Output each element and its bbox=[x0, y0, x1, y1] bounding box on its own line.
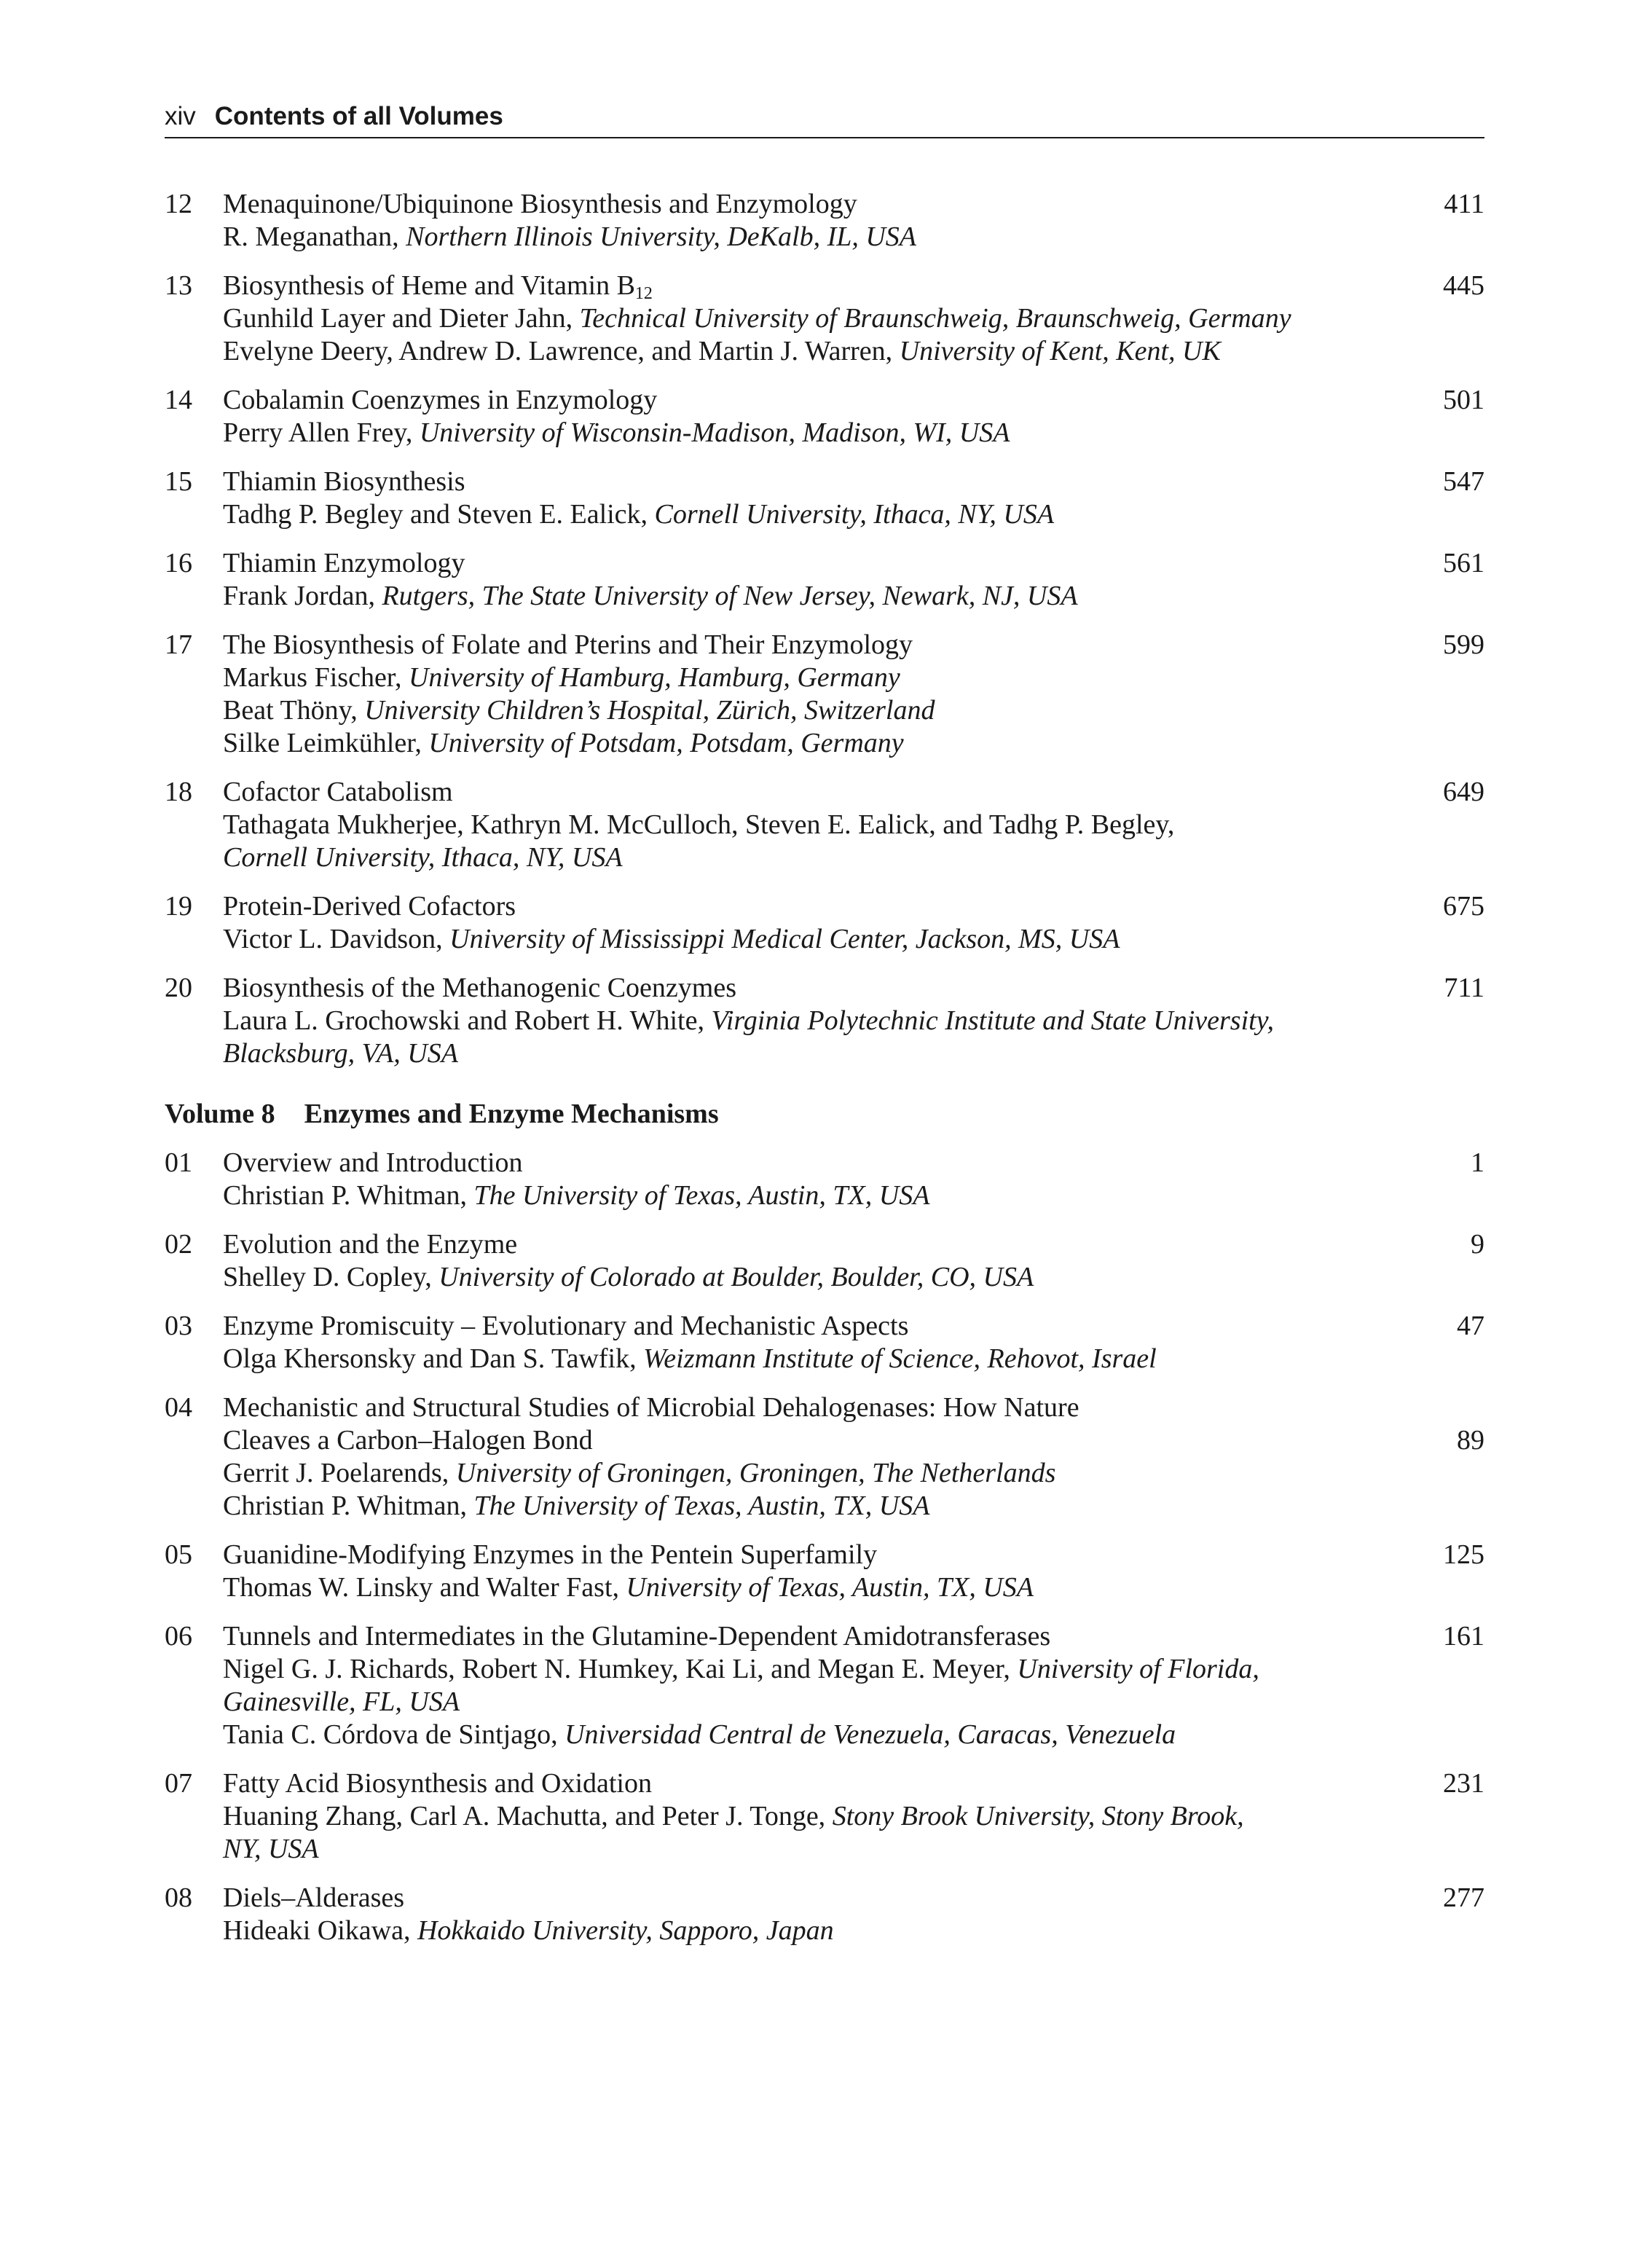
author-names: Silke Leimkühler, bbox=[223, 728, 429, 758]
affiliation: Northern Illinois University, DeKalb, IL, USA bbox=[406, 221, 917, 252]
page-number: xiv bbox=[165, 102, 196, 130]
author-line bbox=[223, 302, 1339, 335]
chapter-number: 13 bbox=[165, 270, 192, 301]
chapter-details bbox=[223, 270, 1368, 368]
chapter-details bbox=[223, 776, 1368, 874]
page-ref: 161 bbox=[1443, 1621, 1484, 1652]
toc-entry bbox=[165, 1228, 1484, 1294]
affiliation: The University of Texas, Austin, TX, USA bbox=[473, 1180, 930, 1211]
affiliation: NY, USA bbox=[223, 1834, 319, 1864]
affiliation: Blacksburg, VA, USA bbox=[223, 1038, 458, 1069]
toc-entry bbox=[165, 1310, 1484, 1375]
affiliation: University of Kent, Kent, UK bbox=[899, 336, 1221, 366]
author-names: Perry Allen Frey, bbox=[223, 417, 420, 448]
page-ref: 711 bbox=[1444, 973, 1484, 1003]
chapter-number: 17 bbox=[165, 629, 192, 660]
chapter-details bbox=[223, 972, 1368, 1070]
toc-entry bbox=[165, 1147, 1484, 1212]
chapter-title: Biosynthesis of the Methanogenic Coenzymes bbox=[223, 973, 736, 1003]
author-line bbox=[223, 335, 1339, 368]
chapter-details bbox=[223, 1539, 1368, 1604]
chapter-details bbox=[223, 1310, 1368, 1375]
author-names: Victor L. Davidson, bbox=[223, 924, 450, 954]
author-line bbox=[223, 694, 1339, 727]
chapter-number: 12 bbox=[165, 189, 192, 219]
author-names: Hideaki Oikawa, bbox=[223, 1915, 417, 1946]
author-names: Thomas W. Linsky and Walter Fast, bbox=[223, 1572, 626, 1603]
author-line bbox=[223, 923, 1339, 956]
affiliation: University of Florida, bbox=[1017, 1654, 1259, 1684]
author-names: Tania C. Córdova de Sintjago, bbox=[223, 1719, 565, 1750]
affiliation: University of Potsdam, Potsdam, Germany bbox=[428, 728, 904, 758]
author-names: Markus Fischer, bbox=[223, 662, 409, 693]
chapter-title: Enzyme Promiscuity – Evolutionary and Mechanistic Aspects bbox=[223, 1311, 909, 1341]
chapter-details bbox=[223, 890, 1368, 956]
author-names: Huaning Zhang, Carl A. Machutta, and Peter J. Tonge, bbox=[223, 1801, 833, 1831]
author-line bbox=[223, 1719, 1339, 1751]
author-names: Gerrit J. Poelarends, bbox=[223, 1458, 456, 1488]
chapter-details bbox=[223, 466, 1368, 531]
volume-8-entries bbox=[165, 1147, 1484, 1947]
chapter-details bbox=[223, 1147, 1368, 1212]
affiliation: Cornell University, Ithaca, NY, USA bbox=[223, 842, 623, 873]
chapter-details bbox=[223, 547, 1368, 613]
page-ref: 277 bbox=[1443, 1882, 1484, 1913]
chapter-number: 16 bbox=[165, 548, 192, 578]
chapter-number: 06 bbox=[165, 1621, 192, 1652]
chapter-number: 18 bbox=[165, 777, 192, 807]
toc-entry bbox=[165, 1539, 1484, 1604]
author-line bbox=[223, 580, 1339, 613]
chapter-title: Fatty Acid Biosynthesis and Oxidation bbox=[223, 1768, 652, 1799]
toc-entry bbox=[165, 270, 1484, 368]
author-names: Tathagata Mukherjee, Kathryn M. McCulloch, Steven E. Ealick, and Tadhg P. Begley, bbox=[223, 809, 1175, 840]
author-line bbox=[223, 1261, 1339, 1294]
chapter-number: 19 bbox=[165, 891, 192, 922]
page-ref: 501 bbox=[1443, 385, 1484, 415]
author-line bbox=[223, 727, 1339, 760]
author-names: Gunhild Layer and Dieter Jahn, bbox=[223, 303, 580, 334]
author-names: R. Meganathan, bbox=[223, 221, 406, 252]
author-names: Evelyne Deery, Andrew D. Lawrence, and Martin J. Warren, bbox=[223, 336, 900, 366]
page-ref: 649 bbox=[1443, 777, 1484, 807]
page-ref: 47 bbox=[1457, 1311, 1484, 1341]
author-line bbox=[223, 1037, 1339, 1070]
page-ref: 9 bbox=[1471, 1229, 1484, 1260]
page-ref: 547 bbox=[1443, 466, 1484, 497]
affiliation: Rutgers, The State University of New Jersey, Newark, NJ, USA bbox=[382, 581, 1078, 611]
author-names: Christian P. Whitman, bbox=[223, 1491, 474, 1521]
page-ref: 231 bbox=[1443, 1768, 1484, 1799]
affiliation: Cornell University, Ithaca, NY, USA bbox=[654, 499, 1055, 530]
toc-entry bbox=[165, 547, 1484, 613]
toc-entry bbox=[165, 188, 1484, 254]
author-line bbox=[223, 1457, 1339, 1490]
toc-entry bbox=[165, 776, 1484, 874]
author-line bbox=[223, 498, 1339, 531]
author-names: Nigel G. J. Richards, Robert N. Humkey, Kai Li, and Megan E. Meyer, bbox=[223, 1654, 1018, 1684]
author-line bbox=[223, 809, 1339, 841]
toc-entry bbox=[165, 466, 1484, 531]
author-line bbox=[223, 1343, 1339, 1375]
page-ref: 445 bbox=[1443, 270, 1484, 301]
page-ref: 561 bbox=[1443, 548, 1484, 578]
page-ref: 599 bbox=[1443, 629, 1484, 660]
volume-number: Volume 8 bbox=[165, 1099, 275, 1129]
chapter-title: Protein-Derived Cofactors bbox=[223, 891, 516, 922]
author-names: Frank Jordan, bbox=[223, 581, 382, 611]
toc-entry bbox=[165, 1767, 1484, 1866]
chapter-number: 14 bbox=[165, 385, 192, 415]
affiliation: University of Wisconsin-Madison, Madison, WI, USA bbox=[419, 417, 1010, 448]
chapter-number: 01 bbox=[165, 1147, 192, 1178]
page-ref: 675 bbox=[1443, 891, 1484, 922]
toc-entry bbox=[165, 384, 1484, 449]
chapter-number: 08 bbox=[165, 1882, 192, 1913]
chapter-title: Cobalamin Coenzymes in Enzymology bbox=[223, 385, 658, 415]
affiliation: The University of Texas, Austin, TX, USA bbox=[473, 1491, 930, 1521]
chapter-number: 02 bbox=[165, 1229, 192, 1260]
author-line bbox=[223, 1800, 1339, 1833]
chapter-title: Guanidine-Modifying Enzymes in the Pentein Superfamily bbox=[223, 1539, 878, 1570]
chapter-details bbox=[223, 1228, 1368, 1294]
affiliation: University of Mississippi Medical Center, Jackson, MS, USA bbox=[449, 924, 1120, 954]
author-line bbox=[223, 1179, 1339, 1212]
author-line bbox=[223, 221, 1339, 254]
page-ref: 1 bbox=[1471, 1147, 1484, 1178]
chapter-details bbox=[223, 188, 1368, 254]
volume-heading bbox=[165, 1098, 1484, 1131]
author-line bbox=[223, 1005, 1339, 1037]
affiliation: University Children’s Hospital, Zürich, Switzerland bbox=[364, 695, 935, 726]
chapter-number: 04 bbox=[165, 1392, 192, 1423]
affiliation: University of Groningen, Groningen, The Netherlands bbox=[455, 1458, 1056, 1488]
author-line bbox=[223, 661, 1339, 694]
author-names: Laura L. Grochowski and Robert H. White, bbox=[223, 1005, 712, 1036]
chapter-number: 20 bbox=[165, 973, 192, 1003]
volume-title: Enzymes and Enzyme Mechanisms bbox=[304, 1099, 719, 1129]
chapter-title: The Biosynthesis of Folate and Pterins and Their Enzymology bbox=[223, 629, 913, 660]
author-names: Christian P. Whitman, bbox=[223, 1180, 474, 1211]
toc-entry bbox=[165, 1882, 1484, 1947]
author-line bbox=[223, 1833, 1339, 1866]
affiliation: Technical University of Braunschweig, Braunschweig, Germany bbox=[579, 303, 1291, 334]
chapter-title: Diels–Alderases bbox=[223, 1882, 405, 1913]
chapter-number: 05 bbox=[165, 1539, 192, 1570]
affiliation: Weizmann Institute of Science, Rehovot, Israel bbox=[643, 1343, 1157, 1374]
author-line bbox=[223, 1571, 1339, 1604]
affiliation: Gainesville, FL, USA bbox=[223, 1686, 460, 1717]
author-names: Olga Khersonsky and Dan S. Tawfik, bbox=[223, 1343, 644, 1374]
table-of-contents bbox=[165, 188, 1484, 1963]
volume-7-entries bbox=[165, 188, 1484, 1070]
author-line bbox=[223, 1490, 1339, 1523]
chapter-details bbox=[223, 1391, 1368, 1523]
chapter-title: Biosynthesis of Heme and Vitamin $B_{12}$ bbox=[223, 270, 653, 303]
running-header bbox=[165, 101, 1484, 138]
chapter-number: 03 bbox=[165, 1311, 192, 1341]
page-ref: 89 bbox=[1457, 1425, 1484, 1456]
chapter-title: Cofactor Catabolism bbox=[223, 777, 453, 807]
author-line bbox=[223, 1686, 1339, 1719]
author-line bbox=[223, 417, 1339, 449]
toc-entry bbox=[165, 972, 1484, 1070]
chapter-title: Thiamin Biosynthesis bbox=[223, 466, 465, 497]
toc-entry bbox=[165, 1391, 1484, 1523]
chapter-title: Mechanistic and Structural Studies of Microbial Dehalogenases: How Nature bbox=[223, 1392, 1079, 1423]
chapter-title: Thiamin Enzymology bbox=[223, 548, 465, 578]
affiliation: Universidad Central de Venezuela, Caracas, Venezuela bbox=[565, 1719, 1176, 1750]
affiliation: Hokkaido University, Sapporo, Japan bbox=[417, 1915, 834, 1946]
chapter-title: Menaquinone/Ubiquinone Biosynthesis and Enzymology bbox=[223, 189, 857, 219]
chapter-details bbox=[223, 1882, 1368, 1947]
toc-entry bbox=[165, 1620, 1484, 1751]
toc-entry bbox=[165, 890, 1484, 956]
chapter-title: Cleaves a Carbon–Halogen Bond bbox=[223, 1425, 593, 1456]
chapter-number: 07 bbox=[165, 1768, 192, 1799]
author-names: Shelley D. Copley, bbox=[223, 1262, 439, 1292]
chapter-details bbox=[223, 1767, 1368, 1866]
chapter-title: Evolution and the Enzyme bbox=[223, 1229, 518, 1260]
chapter-details bbox=[223, 1620, 1368, 1751]
chapter-title: Overview and Introduction bbox=[223, 1147, 523, 1178]
author-line bbox=[223, 841, 1339, 874]
chapter-number: 15 bbox=[165, 466, 192, 497]
affiliation: University of Hamburg, Hamburg, Germany bbox=[408, 662, 900, 693]
author-names: Tadhg P. Begley and Steven E. Ealick, bbox=[223, 499, 655, 530]
chapter-details bbox=[223, 629, 1368, 760]
page-ref: 125 bbox=[1443, 1539, 1484, 1570]
affiliation: Virginia Polytechnic Institute and State University, bbox=[711, 1005, 1274, 1036]
author-names: Beat Thöny, bbox=[223, 695, 365, 726]
chapter-details bbox=[223, 384, 1368, 449]
affiliation: University of Texas, Austin, TX, USA bbox=[626, 1572, 1034, 1603]
affiliation: University of Colorado at Boulder, Boulder, CO, USA bbox=[438, 1262, 1034, 1292]
author-line bbox=[223, 1915, 1339, 1947]
toc-entry bbox=[165, 629, 1484, 760]
chapter-title: Tunnels and Intermediates in the Glutamine-Dependent Amidotransferases bbox=[223, 1621, 1051, 1652]
affiliation: Stony Brook University, Stony Brook, bbox=[832, 1801, 1244, 1831]
running-title: Contents of all Volumes bbox=[214, 102, 503, 130]
page-ref: 411 bbox=[1444, 189, 1484, 219]
author-line bbox=[223, 1653, 1339, 1686]
